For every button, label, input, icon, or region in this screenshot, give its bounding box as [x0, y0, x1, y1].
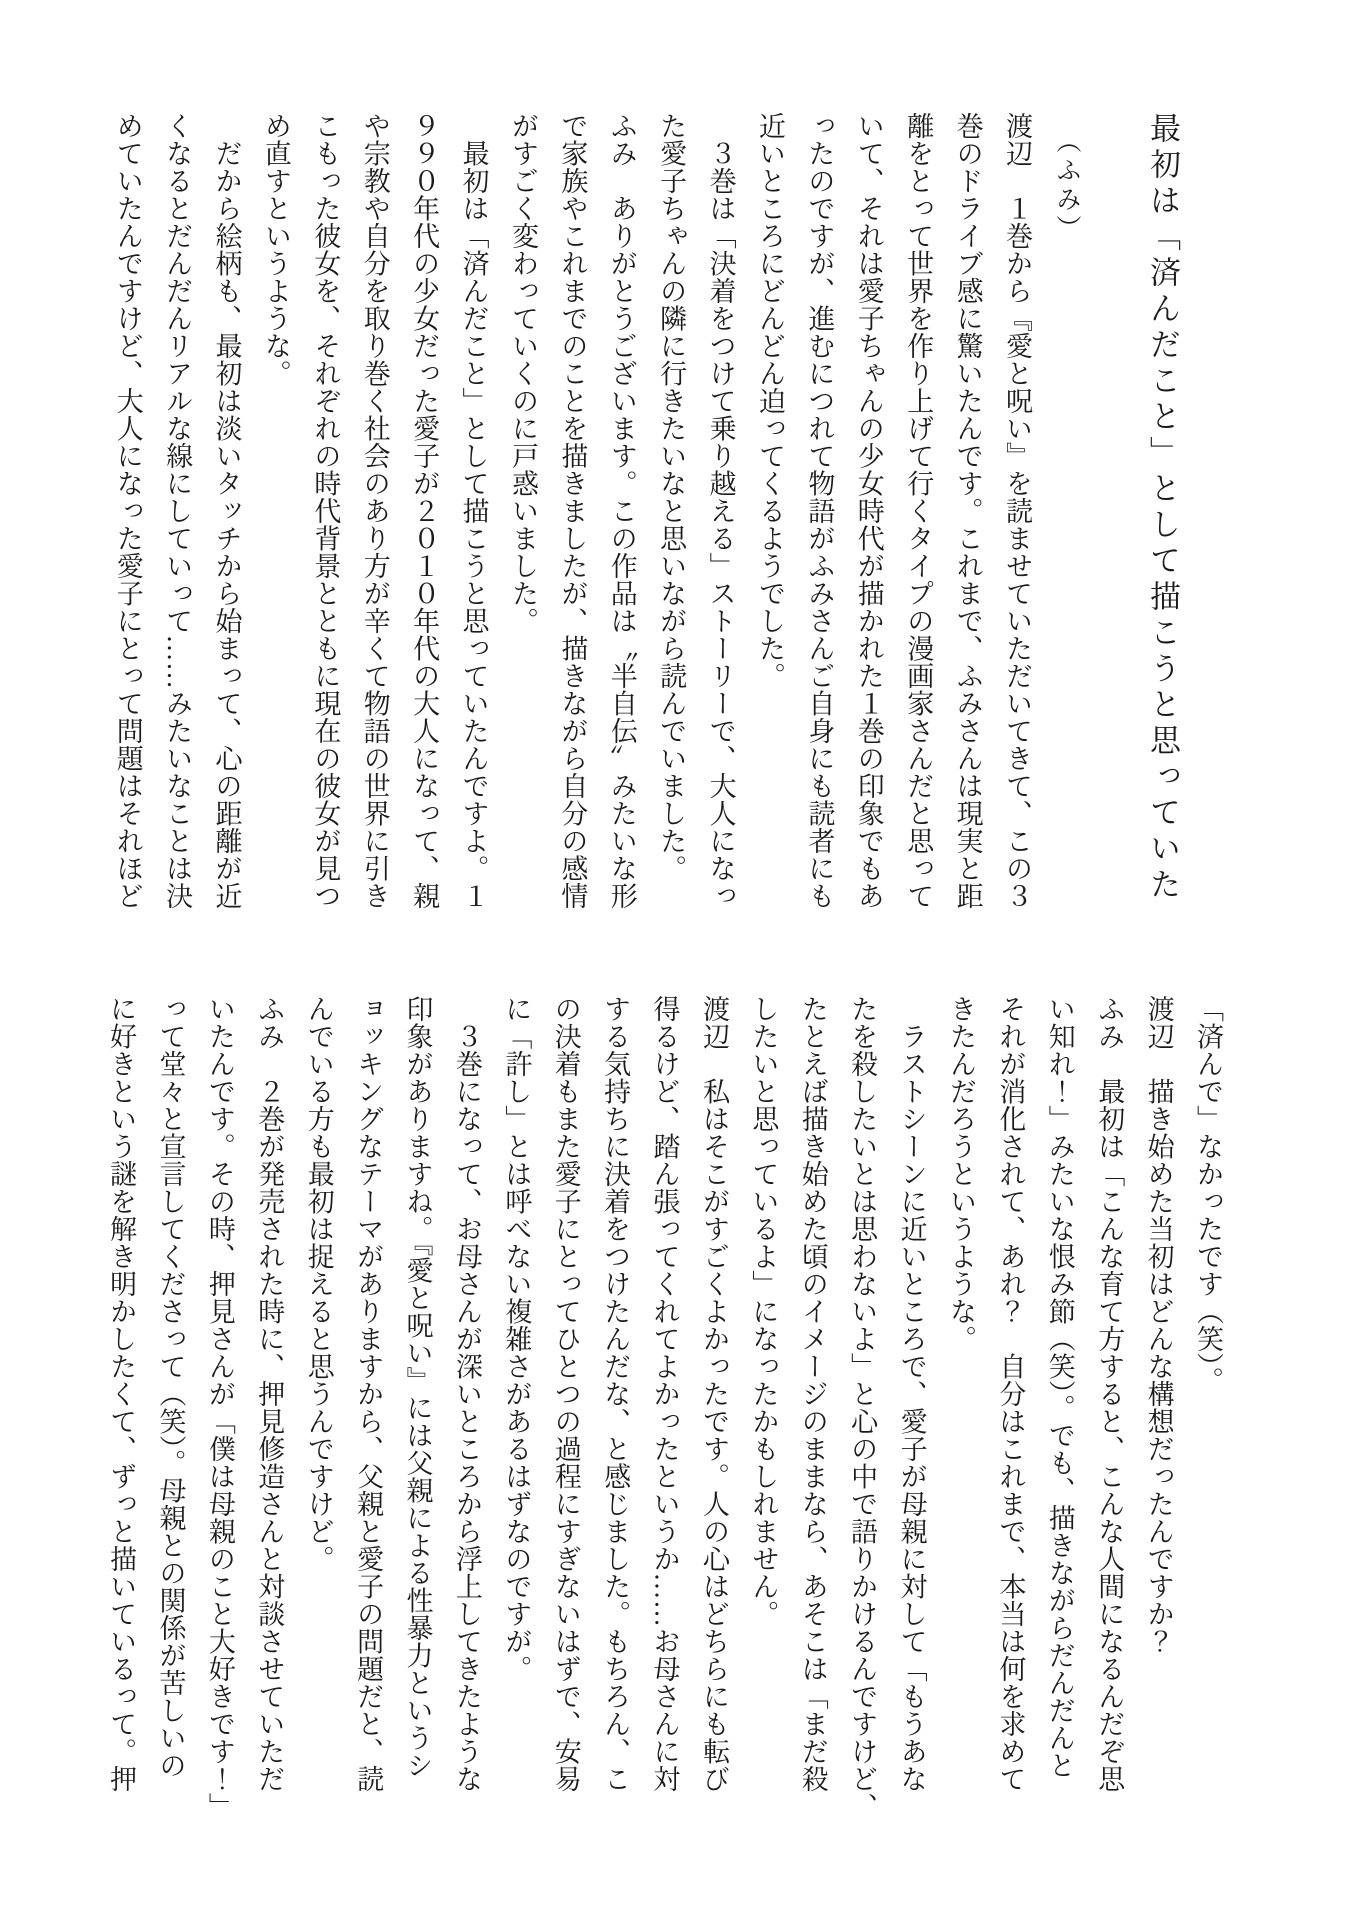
- text-column: め直すというような。: [260, 112, 291, 387]
- text-column: 離をとって世界を作り上げて行くタイプの漫画家さんだと思って: [903, 112, 934, 910]
- text-column: ったのですが、進むにつれて物語がふみさんご自身にも読者にも: [804, 112, 835, 910]
- text-column: くなるとだんだんリアルな線にしていって……みたいなことは決: [162, 112, 193, 910]
- section-heading: 最初は「済んだこと」として描こうと思っていた: [1145, 112, 1180, 904]
- text-column: ９９０年代の少女だった愛子が２０１０年代の大人になって、親: [409, 112, 440, 910]
- text-column: 近いところにどんどん迫ってくるようでした。: [754, 112, 785, 690]
- text-column: だから絵柄も、最初は淡いタッチから始まって、心の距離が近: [211, 112, 242, 910]
- text-column: めていたんですけど、大人になった愛子にとって問題はそれほど: [112, 112, 143, 910]
- text-column: や宗教や自分を取り巻く社会のあり方が辛くて物語の世界に引き: [359, 112, 390, 910]
- text-column: いたんです。その時、押見さんが「僕は母親のこと大好きです！」: [204, 995, 235, 1820]
- text-column: 渡辺 １巻から『愛と呪い』を読ませていただいてきて、この３: [1002, 112, 1032, 910]
- text-column: きたんだろうというような。: [945, 995, 976, 1353]
- text-column: する気持ちに決着をつけたんだな、と感じました。もちろん、こ: [600, 995, 631, 1793]
- text-column: がすごく変わっていくのに戸惑いました。: [507, 112, 538, 635]
- text-column: で家族やこれまでのことを描きましたが、描きながら自分の感情: [557, 112, 588, 910]
- text-column: 渡辺 私はそこがすごくよかったです。人の心はどちらにも転び: [698, 995, 729, 1793]
- text-column: に好きという謎を解き明かしたくて、ずっと描いているって。押: [106, 995, 137, 1793]
- text-column: したいと思っているよ」になったかもしれません。: [748, 995, 779, 1628]
- text-column: ョッキングなテーマがありますから、父親と愛子の問題だと、読: [353, 995, 384, 1793]
- text-column: ラストシーンに近いところで、愛子が母親に対して「もうあな: [896, 995, 927, 1793]
- text-column: 得るけど、踏ん張ってくれてよかったというか……お母さんに対: [649, 995, 680, 1793]
- text-column: に「許し」とは呼べない複雑さがあるはずなのですが。: [501, 995, 532, 1683]
- text-column: たとえば描き始めた頃のイメージのままなら、あそこは「まだ殺: [797, 995, 828, 1793]
- text-column: 印象がありますね。『愛と呪い』には父親による性暴力というシ: [402, 995, 433, 1779]
- text-column: 「済んで」なかったです（笑）。: [1193, 995, 1223, 1394]
- text-column: た愛子ちゃんの隣に行きたいなと思いながら読んでいました。: [656, 112, 687, 882]
- text-column: ふみ 最初は「こんな育て方すると、こんな人間になるんだぞ思: [1094, 995, 1125, 1793]
- text-column: ３巻になって、お母さんが深いところから浮上してきたような: [451, 995, 482, 1793]
- text-column: んでいる方も最初は捉えると思うんですけど。: [303, 995, 334, 1573]
- text-column: の決着もまた愛子にとってひとつの過程にすぎないはずで、安易: [550, 995, 581, 1793]
- top-section: [102, 112, 1187, 910]
- bottom-section: [96, 995, 1232, 1820]
- text-column: ふみ ２巻が発売された時に、押見修造さんと対談させていただ: [254, 995, 285, 1793]
- text-column: 渡辺 描き始めた当初はどんな構想だったんですか？: [1143, 995, 1174, 1655]
- text-column: ふみ ありがとうございます。この作品は〝半自伝〞みたいな形: [606, 112, 637, 910]
- text-column: い知れ！」みたいな恨み節（笑）。でも、描きながらだんだんと: [1044, 995, 1075, 1779]
- text-column: こもった彼女を、それぞれの時代背景とともに現在の彼女が見つ: [310, 112, 341, 910]
- text-column: 最初は「済んだこと」として描こうと思っていたんですよ。１: [458, 112, 489, 910]
- text-column: それが消化されて、あれ？ 自分はこれまで、本当は何を求めて: [995, 995, 1026, 1793]
- heading-attribution: （ふみ）: [1053, 128, 1080, 244]
- text-column: いて、それは愛子ちゃんの少女時代が描かれた１巻の印象でもあ: [853, 112, 884, 910]
- text-column: ３巻は「決着をつけて乗り越える」ストーリーで、大人になっ: [705, 112, 736, 910]
- text-column: って堂々と宣言してくださって（笑）。母親との関係が苦しいの: [155, 995, 186, 1779]
- text-column: たを殺したいとは思わないよ」と心の中で語りかけるんですけど、: [847, 995, 878, 1820]
- text-column: 巻のドライブ感に驚いたんです。これまで、ふみさんは現実と距: [952, 112, 983, 910]
